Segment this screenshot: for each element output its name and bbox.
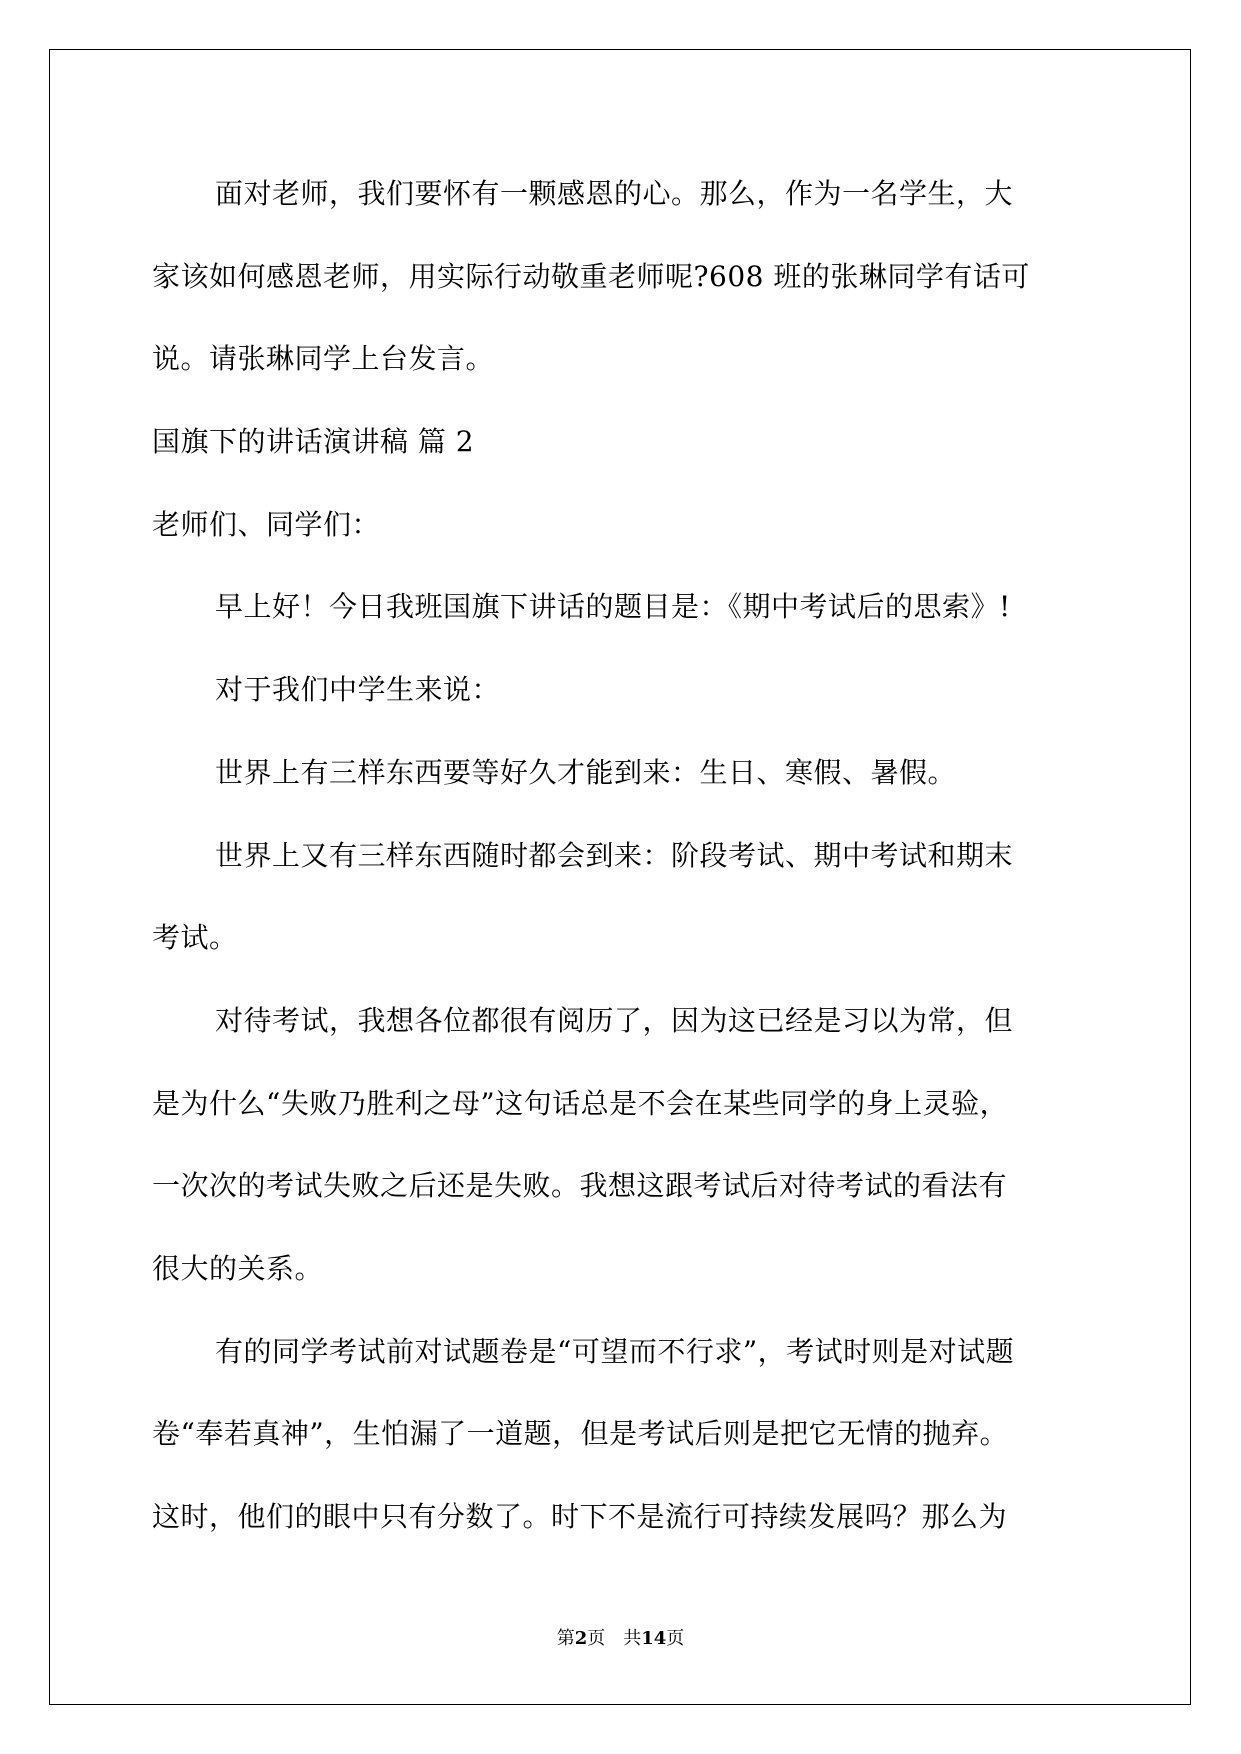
page-footer — [0, 1627, 1241, 1651]
page-border — [49, 49, 1191, 1705]
salutation: 老师们、同学们： — [152, 508, 381, 541]
paragraph-line: 是为什么“失败乃胜利之母”这句话总是不会在某些同学的身上灵验， — [152, 1087, 1009, 1120]
footer-total-prefix: 共 — [623, 1628, 642, 1649]
paragraph-line: 卷“奉若真神”，生怕漏了一道题，但是考试后则是把它无情的抛弃。 — [152, 1417, 1009, 1450]
section-heading: 国旗下的讲话演讲稿 篇 2 — [152, 425, 475, 458]
paragraph-line: 很大的关系。 — [152, 1252, 324, 1285]
paragraph-line: 说。请张琳同学上台发言。 — [152, 342, 495, 375]
paragraph-line: 一次次的考试失败之后还是失败。我想这跟考试后对待考试的看法有 — [152, 1169, 1008, 1202]
paragraph-line: 世界上又有三样东西随时都会到来：阶段考试、期中考试和期末 — [215, 839, 1014, 872]
paragraph-line: 家该如何感恩老师，用实际行动敬重老师呢?608 班的张琳同学有话可 — [152, 260, 1030, 293]
paragraph-line: 对待考试，我想各位都很有阅历了，因为这已经是习以为常，但 — [215, 1004, 1014, 1037]
paragraph-line: 早上好！今日我班国旗下讲话的题目是：《期中考试后的思索》! — [215, 590, 1011, 623]
footer-total-suffix: 页 — [666, 1628, 685, 1649]
paragraph-line: 有的同学考试前对试题卷是“可望而不行求”，考试时则是对试题 — [215, 1335, 1015, 1368]
paragraph-line: 这时，他们的眼中只有分数了。时下不是流行可持续发展吗？那么为 — [152, 1500, 1008, 1533]
paragraph-line: 对于我们中学生来说： — [215, 673, 501, 706]
paragraph-line: 面对老师，我们要怀有一颗感恩的心。那么，作为一名学生，大 — [215, 177, 1014, 210]
footer-page-number: 2 — [574, 1628, 588, 1649]
paragraph-line: 考试。 — [152, 921, 238, 954]
footer-total-pages: 14 — [641, 1628, 667, 1649]
paragraph-line: 世界上有三样东西要等好久才能到来：生日、寒假、暑假。 — [215, 756, 957, 789]
footer-page-suffix: 页 — [587, 1628, 606, 1649]
footer-prefix: 第 — [556, 1628, 575, 1649]
